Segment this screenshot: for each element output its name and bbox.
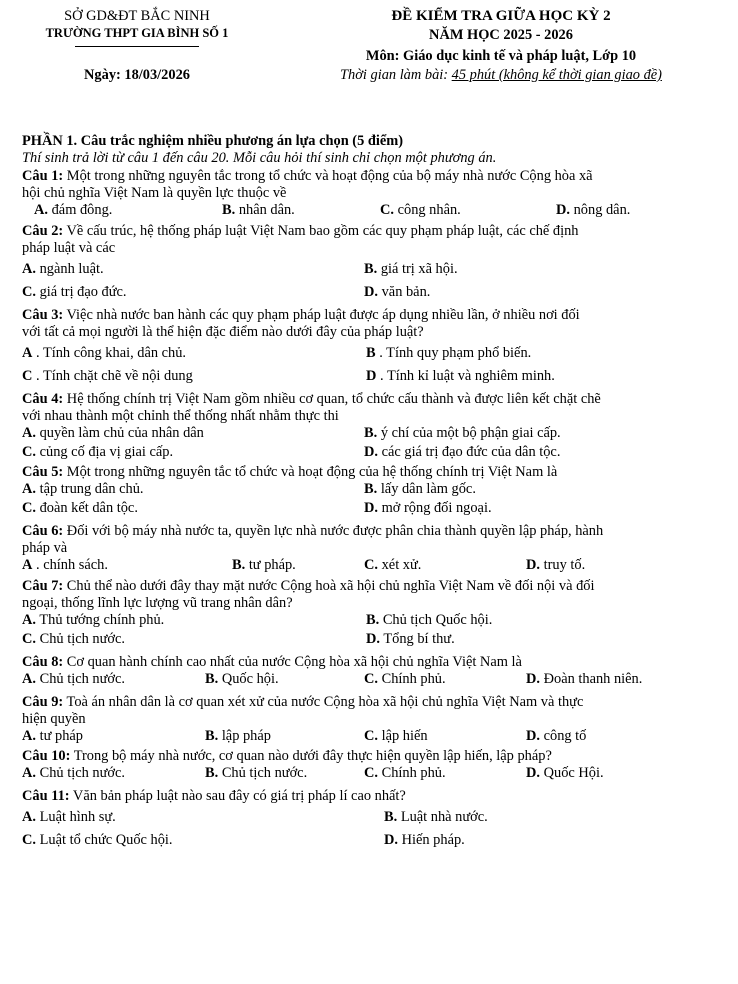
options-row <box>22 261 722 280</box>
answer-option-b[interactable] <box>384 809 488 826</box>
options-row <box>22 671 722 690</box>
option-text: công nhân. <box>397 202 461 218</box>
option-key: D. <box>384 832 398 848</box>
question-text-line <box>22 748 722 765</box>
question-text: Chủ thể nào dưới đây thay mặt nước Cộng hoà xã hội chủ nghĩa Việt Nam về đối nội và đối <box>66 578 595 594</box>
option-key: C. <box>22 500 36 516</box>
option-key: D. <box>364 284 378 300</box>
answer-option-b[interactable] <box>364 425 561 442</box>
option-text: . Tính chặt chẽ về nội dung <box>36 368 193 384</box>
option-key: B. <box>232 557 246 573</box>
option-text: Tổng bí thư. <box>383 631 455 647</box>
option-text: tư pháp. <box>248 557 296 573</box>
question-text-line <box>22 168 722 185</box>
option-key: B. <box>364 425 378 441</box>
option-text: Chủ tịch nước. <box>39 671 125 687</box>
options-row <box>22 631 722 650</box>
option-text: tập trung dân chủ. <box>39 481 144 497</box>
option-text: truy tố. <box>543 557 586 573</box>
option-text: lập pháp <box>221 728 271 744</box>
question-text: Trong bộ máy nhà nước, cơ quan nào dưới đây thực hiện quyền lập hiến, lập pháp? <box>73 748 552 764</box>
time-prefix: Thời gian làm bài: <box>340 67 452 83</box>
option-text: văn bản. <box>381 284 431 300</box>
option-key: D. <box>364 444 378 460</box>
question-text-line <box>22 711 722 728</box>
option-text: Hiến pháp. <box>401 832 465 848</box>
option-key: D <box>366 368 377 384</box>
answer-option-b[interactable] <box>205 671 279 688</box>
exam-date: Ngày: 18/03/2026 <box>84 67 190 83</box>
question-text-line <box>22 185 722 202</box>
options-row <box>22 444 722 463</box>
answer-option-c[interactable] <box>364 765 446 782</box>
answer-option-d[interactable] <box>526 765 604 782</box>
option-text: giá trị đạo đức. <box>39 284 127 300</box>
option-text: đám đông. <box>51 202 113 218</box>
question-label: Câu 11: <box>22 788 70 804</box>
option-text: Chủ tịch Quốc hội. <box>382 612 493 628</box>
question-text-line <box>22 223 722 240</box>
answer-option-a[interactable] <box>22 809 116 826</box>
exam-content <box>22 133 722 851</box>
answer-option-c[interactable] <box>22 368 193 385</box>
options-row <box>22 284 722 303</box>
option-text: Quốc hội. <box>221 671 279 687</box>
question-text-line <box>22 240 722 257</box>
answer-option-b[interactable] <box>364 261 458 278</box>
option-key: C. <box>364 728 378 744</box>
options-row <box>22 612 722 631</box>
answer-option-d[interactable] <box>526 557 585 574</box>
option-text: Chính phủ. <box>381 765 446 781</box>
option-text: ngành luật. <box>39 261 104 277</box>
answer-option-c[interactable] <box>364 671 446 688</box>
question-7 <box>22 578 722 650</box>
option-text: công tố <box>543 728 587 744</box>
option-key: A. <box>22 671 36 687</box>
answer-option-d[interactable] <box>384 832 465 849</box>
question-text: Cơ quan hành chính cao nhất của nước Cộng hòa xã hội chủ nghĩa Việt Nam là <box>66 654 522 670</box>
options-row <box>22 809 722 828</box>
answer-option-c[interactable] <box>22 631 125 648</box>
option-text: Luật nhà nước. <box>400 809 488 825</box>
option-text: Thủ tướng chính phủ. <box>39 612 165 628</box>
question-text: hội chủ nghĩa Việt Nam là quyền lực thuộc về <box>22 185 287 201</box>
options-row <box>22 765 722 784</box>
answer-option-d[interactable] <box>556 202 630 219</box>
option-key: B. <box>366 612 380 628</box>
option-key: B. <box>205 728 219 744</box>
question-text: Hệ thống chính trị Việt Nam gồm nhiều cơ quan, tổ chức cấu thành và được liên kết chặt chẽ <box>66 391 601 407</box>
option-key: C. <box>364 557 378 573</box>
question-4 <box>22 391 722 463</box>
option-text: giá trị xã hội. <box>380 261 458 277</box>
question-9 <box>22 694 722 747</box>
question-label: Câu 2: <box>22 223 64 239</box>
option-key: A. <box>22 481 36 497</box>
option-key: A. <box>22 425 36 441</box>
option-key: D. <box>556 202 570 218</box>
answer-option-b[interactable] <box>205 765 307 782</box>
question-label: Câu 7: <box>22 578 64 594</box>
answer-option-c[interactable] <box>22 832 173 849</box>
answer-option-c[interactable] <box>22 500 138 517</box>
school-name: TRƯỜNG THPT GIA BÌNH SỐ 1 <box>45 26 229 40</box>
answer-option-a[interactable] <box>22 728 83 745</box>
options-row <box>22 425 722 444</box>
question-text-line <box>22 391 722 408</box>
section-instruction: Thí sinh trả lời từ câu 1 đến câu 20. Mỗi câu hỏi thí sinh chỉ chọn một phương án. <box>22 150 497 166</box>
answer-option-a[interactable] <box>22 671 125 688</box>
option-key: A. <box>22 261 36 277</box>
question-text-line <box>22 464 722 481</box>
question-label: Câu 4: <box>22 391 64 407</box>
section-title: PHẦN 1. Câu trắc nghiệm nhiều phương án lựa chọn (5 điểm) <box>22 133 404 149</box>
answer-option-b[interactable] <box>205 728 271 745</box>
answer-option-b[interactable] <box>364 481 476 498</box>
answer-option-c[interactable] <box>22 284 127 301</box>
option-key: A. <box>22 765 36 781</box>
answer-option-a[interactable] <box>22 261 104 278</box>
header-left <box>22 8 252 84</box>
option-key: D. <box>526 671 540 687</box>
question-text: Việc nhà nước ban hành các quy phạm pháp luật được áp dụng nhiều lần, ở nhiều nơi đối <box>66 307 580 323</box>
question-2 <box>22 223 722 303</box>
option-key: A. <box>22 809 36 825</box>
options-row <box>22 202 722 221</box>
answer-option-b[interactable] <box>232 557 296 574</box>
answer-option-a[interactable] <box>22 425 204 442</box>
question-text: pháp luật và các <box>22 240 116 256</box>
options-row <box>22 481 722 500</box>
option-key: C. <box>22 832 36 848</box>
question-text-line <box>22 694 722 711</box>
option-key: D. <box>526 728 540 744</box>
question-label: Câu 5: <box>22 464 64 480</box>
question-text: Đối với bộ máy nhà nước ta, quyền lực nhà nước được phân chia thành quyền lập pháp, hành <box>66 523 604 539</box>
option-key: B. <box>205 765 219 781</box>
option-key: B. <box>205 671 219 687</box>
option-text: . chính sách. <box>36 557 108 573</box>
option-key: C. <box>22 284 36 300</box>
answer-option-b[interactable] <box>366 345 531 362</box>
option-key: B. <box>364 261 378 277</box>
question-11 <box>22 788 722 851</box>
question-text: Một trong những nguyên tắc trong tổ chức và hoạt động của bộ máy nhà nước Cộng hòa xã <box>66 168 593 184</box>
option-text: nhân dân. <box>238 202 295 218</box>
option-key: A. <box>22 612 36 628</box>
question-text: hiện quyền <box>22 711 86 727</box>
department-name: SỞ GD&ĐT BẮC NINH <box>64 8 210 24</box>
question-10 <box>22 748 722 784</box>
option-text: các giá trị đạo đức của dân tộc. <box>381 444 561 460</box>
header-right <box>280 8 722 84</box>
answer-option-c[interactable] <box>364 728 428 745</box>
question-list <box>22 168 722 851</box>
option-key: C. <box>22 631 36 647</box>
answer-option-d[interactable] <box>366 631 455 648</box>
question-text: ngoại, thống lĩnh lực lượng vũ trang nhân dân? <box>22 595 293 611</box>
option-key: B. <box>384 809 398 825</box>
time-line <box>280 67 722 84</box>
answer-option-d[interactable] <box>526 671 642 688</box>
time-value: 45 phút (không kể thời gian giao đề) <box>451 67 662 83</box>
option-key: D. <box>526 557 540 573</box>
question-text: với tất cả mọi người là thể hiện đặc điểm nào dưới đây của pháp luật? <box>22 324 424 340</box>
option-text: . Tính quy phạm phổ biến. <box>379 345 532 361</box>
option-key: A. <box>22 728 36 744</box>
answer-option-d[interactable] <box>364 500 492 517</box>
question-text-line <box>22 523 722 540</box>
answer-option-a[interactable] <box>34 202 112 219</box>
question-text: Văn bản pháp luật nào sau đây có giá trị pháp lí cao nhất? <box>72 788 406 804</box>
question-text: pháp và <box>22 540 68 556</box>
question-label: Câu 10: <box>22 748 71 764</box>
option-key: C. <box>380 202 394 218</box>
answer-option-c[interactable] <box>380 202 461 219</box>
option-key: B <box>366 345 376 361</box>
question-text-line <box>22 578 722 595</box>
option-text: mở rộng đối ngoại. <box>381 500 492 516</box>
options-row <box>22 345 722 364</box>
option-text: Quốc Hội. <box>543 765 604 781</box>
option-text: nông dân. <box>573 202 631 218</box>
question-label: Câu 1: <box>22 168 64 184</box>
question-label: Câu 3: <box>22 307 64 323</box>
options-row <box>22 557 722 576</box>
answer-option-d[interactable] <box>364 444 560 461</box>
question-text-line <box>22 324 722 341</box>
option-key: C <box>22 368 33 384</box>
answer-option-b[interactable] <box>366 612 492 629</box>
option-text: . Tính kỉ luật và nghiêm minh. <box>380 368 555 384</box>
header-divider <box>75 46 199 47</box>
option-key: C. <box>364 671 378 687</box>
option-text: Luật tổ chức Quốc hội. <box>39 832 173 848</box>
option-key: B. <box>364 481 378 497</box>
option-key: B. <box>222 202 236 218</box>
school-year: NĂM HỌC 2025 - 2026 <box>429 27 573 43</box>
answer-option-b[interactable] <box>222 202 295 219</box>
option-text: xét xử. <box>381 557 422 573</box>
option-text: Chủ tịch nước. <box>39 631 125 647</box>
question-text-line <box>22 654 722 671</box>
question-3 <box>22 307 722 387</box>
option-text: lấy dân làm gốc. <box>380 481 476 497</box>
option-text: Chủ tịch nước. <box>221 765 308 781</box>
answer-option-c[interactable] <box>22 444 173 461</box>
option-key: A. <box>34 202 48 218</box>
answer-option-d[interactable] <box>526 728 586 745</box>
question-text-line <box>22 408 722 425</box>
option-text: đoàn kết dân tộc. <box>39 500 138 516</box>
options-row <box>22 368 722 387</box>
option-key: D. <box>366 631 380 647</box>
question-text-line <box>22 788 722 805</box>
option-text: củng cố địa vị giai cấp. <box>39 444 174 460</box>
option-text: Đoàn thanh niên. <box>543 671 643 687</box>
question-1 <box>22 168 722 221</box>
question-text-line <box>22 595 722 612</box>
answer-option-a[interactable] <box>22 557 108 574</box>
question-text-line <box>22 307 722 324</box>
option-text: tư pháp <box>39 728 83 744</box>
answer-option-a[interactable] <box>22 345 186 362</box>
answer-option-a[interactable] <box>22 612 164 629</box>
option-text: Luật hình sự. <box>39 809 116 825</box>
options-row <box>22 728 722 747</box>
option-text: . Tính công khai, dân chủ. <box>36 345 187 361</box>
question-label: Câu 8: <box>22 654 64 670</box>
option-key: C. <box>22 444 36 460</box>
option-key: D. <box>526 765 540 781</box>
option-key: D. <box>364 500 378 516</box>
question-text: với nhau thành một chỉnh thể thống nhất nhằm thực thi <box>22 408 339 424</box>
exam-title: ĐỀ KIỂM TRA GIỮA HỌC KỲ 2 <box>391 8 611 24</box>
question-text: Một trong những nguyên tắc tổ chức và hoạt động của hệ thống chính trị Việt Nam là <box>66 464 558 480</box>
answer-option-d[interactable] <box>366 368 555 385</box>
question-text: Toà án nhân dân là cơ quan xét xử của nước Cộng hòa xã hội chủ nghĩa Việt Nam và thực <box>66 694 584 710</box>
options-row <box>22 832 722 851</box>
question-6 <box>22 523 722 576</box>
answer-option-d[interactable] <box>364 284 430 301</box>
option-text: quyền làm chủ của nhân dân <box>39 425 204 441</box>
option-text: lập hiến <box>381 728 428 744</box>
question-text-line <box>22 540 722 557</box>
option-key: A <box>22 557 33 573</box>
option-text: ý chí của một bộ phận giai cấp. <box>380 425 561 441</box>
question-text: Về cấu trúc, hệ thống pháp luật Việt Nam bao gồm các quy phạm pháp luật, các chế định <box>66 223 579 239</box>
subject-line: Môn: Giáo dục kinh tế và pháp luật, Lớp 10 <box>365 48 637 64</box>
answer-option-a[interactable] <box>22 481 144 498</box>
option-text: Chính phủ. <box>381 671 446 687</box>
question-5 <box>22 464 722 519</box>
option-key: C. <box>364 765 378 781</box>
answer-option-c[interactable] <box>364 557 421 574</box>
options-row <box>22 500 722 519</box>
answer-option-a[interactable] <box>22 765 125 782</box>
option-key: A <box>22 345 33 361</box>
question-label: Câu 9: <box>22 694 64 710</box>
question-label: Câu 6: <box>22 523 64 539</box>
option-text: Chủ tịch nước. <box>39 765 125 781</box>
question-8 <box>22 654 722 690</box>
